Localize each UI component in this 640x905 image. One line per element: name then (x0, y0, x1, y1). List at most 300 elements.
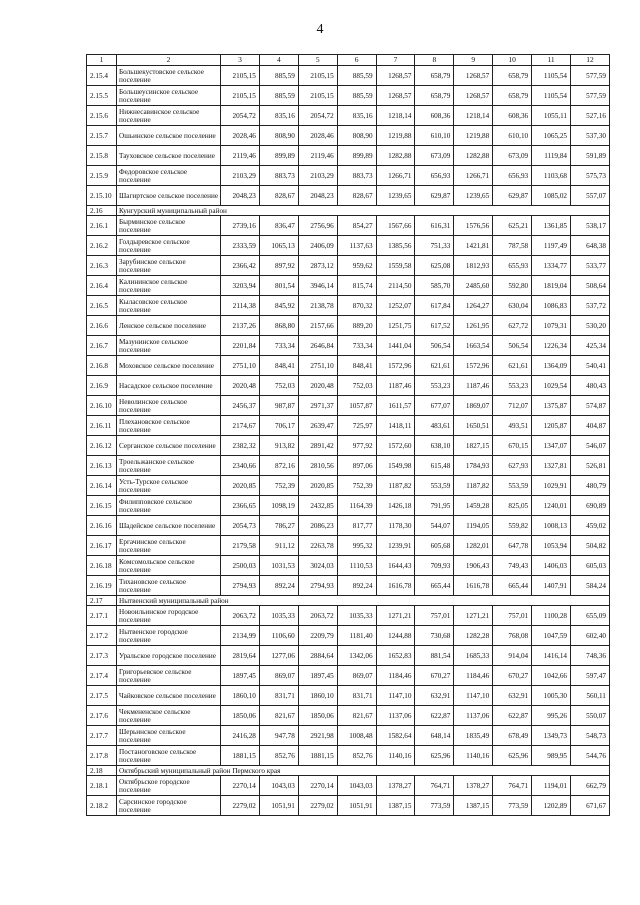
table-row (87, 316, 610, 336)
value-cell: 1827,15 (454, 436, 493, 456)
value-cell: 1140,16 (454, 746, 493, 766)
value-cell: 2114,50 (376, 276, 415, 296)
row-code: 2.15.7 (87, 126, 117, 146)
value-cell: 1572,60 (376, 436, 415, 456)
value-cell: 977,92 (337, 436, 376, 456)
value-cell: 1616,78 (454, 576, 493, 596)
value-cell: 2263,78 (298, 536, 337, 556)
value-cell: 622,87 (493, 706, 532, 726)
value-cell: 548,73 (571, 726, 610, 746)
value-cell: 425,34 (571, 336, 610, 356)
value-cell: 1378,27 (454, 776, 493, 796)
value-cell: 1375,87 (532, 396, 571, 416)
row-code: 2.17.7 (87, 726, 117, 746)
value-cell: 610,10 (493, 126, 532, 146)
value-cell: 1582,64 (376, 726, 415, 746)
value-cell: 504,82 (571, 536, 610, 556)
settlement-name: Чайковское сельское поселение (117, 686, 221, 706)
value-cell: 673,09 (415, 146, 454, 166)
column-header: 8 (415, 55, 454, 66)
value-cell: 2105,15 (298, 66, 337, 86)
value-cell: 550,07 (571, 706, 610, 726)
value-cell: 530,20 (571, 316, 610, 336)
value-cell: 3946,14 (298, 276, 337, 296)
value-cell: 995,26 (532, 706, 571, 726)
value-cell: 2751,10 (221, 356, 260, 376)
value-cell: 2340,66 (221, 456, 260, 476)
section-title: Кунгурский муниципальный район (117, 206, 610, 216)
value-cell: 627,93 (493, 456, 532, 476)
column-header: 7 (376, 55, 415, 66)
value-cell: 1005,30 (532, 686, 571, 706)
value-cell: 817,77 (337, 516, 376, 536)
table-row (87, 666, 610, 686)
value-cell: 527,16 (571, 106, 610, 126)
value-cell: 815,74 (337, 276, 376, 296)
value-cell: 845,92 (259, 296, 298, 316)
value-cell: 752,03 (259, 376, 298, 396)
value-cell: 869,07 (259, 666, 298, 686)
value-cell: 538,17 (571, 216, 610, 236)
value-cell: 1897,45 (221, 666, 260, 686)
value-cell: 791,95 (415, 496, 454, 516)
settlement-name: Шагиртское сельское поселение (117, 186, 221, 206)
settlement-name: Троельжанское сельское поселение (117, 456, 221, 476)
table-row (87, 126, 610, 146)
value-cell: 678,49 (493, 726, 532, 746)
settlement-name: Ергачинское сельское поселение (117, 536, 221, 556)
value-cell: 632,91 (493, 686, 532, 706)
value-cell: 1035,33 (259, 606, 298, 626)
value-cell: 627,72 (493, 316, 532, 336)
value-cell: 1164,39 (337, 496, 376, 516)
value-cell: 608,36 (493, 106, 532, 126)
value-cell: 1031,53 (259, 556, 298, 576)
value-cell: 2751,10 (298, 356, 337, 376)
value-cell: 787,58 (493, 236, 532, 256)
settlement-name: Ошьинское сельское поселение (117, 126, 221, 146)
value-cell: 1266,71 (454, 166, 493, 186)
table-row (87, 236, 610, 256)
value-cell: 540,41 (571, 356, 610, 376)
value-cell: 897,92 (259, 256, 298, 276)
value-cell: 808,90 (259, 126, 298, 146)
value-cell: 1187,46 (376, 376, 415, 396)
value-cell: 899,89 (259, 146, 298, 166)
value-cell: 1897,45 (298, 666, 337, 686)
value-cell: 885,59 (337, 86, 376, 106)
value-cell: 725,97 (337, 416, 376, 436)
column-header: 10 (493, 55, 532, 66)
settlement-name: Кыласовское сельское поселение (117, 296, 221, 316)
value-cell: 1835,49 (454, 726, 493, 746)
column-header: 11 (532, 55, 571, 66)
value-cell: 911,12 (259, 536, 298, 556)
value-cell: 544,76 (571, 746, 610, 766)
value-cell: 1881,15 (221, 746, 260, 766)
value-cell: 2086,23 (298, 516, 337, 536)
table-row (87, 476, 610, 496)
row-code: 2.16.2 (87, 236, 117, 256)
value-cell: 546,07 (571, 436, 610, 456)
value-cell: 483,61 (415, 416, 454, 436)
value-cell: 1086,83 (532, 296, 571, 316)
row-code: 2.16.9 (87, 376, 117, 396)
value-cell: 1881,15 (298, 746, 337, 766)
value-cell: 557,07 (571, 186, 610, 206)
value-cell: 914,04 (493, 646, 532, 666)
value-cell: 1035,33 (337, 606, 376, 626)
value-cell: 1029,91 (532, 476, 571, 496)
value-cell: 617,84 (415, 296, 454, 316)
value-cell: 947,78 (259, 726, 298, 746)
value-cell: 647,78 (493, 536, 532, 556)
value-cell: 1850,06 (221, 706, 260, 726)
value-cell: 1264,27 (454, 296, 493, 316)
value-cell: 2105,15 (221, 66, 260, 86)
value-cell: 1147,10 (454, 686, 493, 706)
value-cell: 854,27 (337, 216, 376, 236)
value-cell: 553,23 (415, 376, 454, 396)
value-cell: 1459,28 (454, 496, 493, 516)
value-cell: 712,07 (493, 396, 532, 416)
settlement-name: Нытвенское городское поселение (117, 626, 221, 646)
value-cell: 752,39 (259, 476, 298, 496)
settlement-name: Тихановское сельское поселение (117, 576, 221, 596)
value-cell: 764,71 (415, 776, 454, 796)
value-cell: 2063,72 (221, 606, 260, 626)
value-cell: 1119,84 (532, 146, 571, 166)
value-cell: 1106,60 (259, 626, 298, 646)
value-cell: 2739,16 (221, 216, 260, 236)
row-code: 2.17.4 (87, 666, 117, 686)
table-row (87, 706, 610, 726)
value-cell: 959,62 (337, 256, 376, 276)
row-code: 2.15.5 (87, 86, 117, 106)
value-cell: 733,34 (337, 336, 376, 356)
value-cell: 1065,25 (532, 126, 571, 146)
value-cell: 2157,66 (298, 316, 337, 336)
value-cell: 480,43 (571, 376, 610, 396)
value-cell: 1105,54 (532, 66, 571, 86)
table-row (87, 106, 610, 126)
value-cell: 655,93 (493, 256, 532, 276)
value-cell: 2138,78 (298, 296, 337, 316)
row-code: 2.16.19 (87, 576, 117, 596)
value-cell: 1178,30 (376, 516, 415, 536)
settlement-name: Мазунинское сельское поселение (117, 336, 221, 356)
value-cell: 2119,46 (221, 146, 260, 166)
table-row (87, 796, 610, 816)
table-row (87, 496, 610, 516)
value-cell: 1047,59 (532, 626, 571, 646)
value-cell: 885,59 (259, 66, 298, 86)
value-cell: 2432,85 (298, 496, 337, 516)
settlement-name: Ленское сельское поселение (117, 316, 221, 336)
column-header: 9 (454, 55, 493, 66)
value-cell: 757,01 (493, 606, 532, 626)
settlement-name: Октябрьское городское поселение (117, 776, 221, 796)
value-cell: 852,76 (337, 746, 376, 766)
page-number: 4 (316, 22, 324, 37)
value-cell: 836,47 (259, 216, 298, 236)
value-cell: 1819,04 (532, 276, 571, 296)
value-cell: 658,79 (415, 66, 454, 86)
row-code: 2.17.2 (87, 626, 117, 646)
value-cell: 1187,82 (454, 476, 493, 496)
section-row (87, 766, 610, 776)
value-cell: 2500,03 (221, 556, 260, 576)
value-cell: 2406,09 (298, 236, 337, 256)
section-row (87, 206, 610, 216)
table-row (87, 276, 610, 296)
value-cell: 662,79 (571, 776, 610, 796)
row-code: 2.17.5 (87, 686, 117, 706)
value-cell: 1008,48 (337, 726, 376, 746)
value-cell: 852,76 (259, 746, 298, 766)
column-header: 4 (259, 55, 298, 66)
row-code: 2.16.12 (87, 436, 117, 456)
table-row (87, 436, 610, 456)
value-cell: 1079,31 (532, 316, 571, 336)
settlement-name: Зарубинское сельское поселение (117, 256, 221, 276)
settlement-name: Постаноговское сельское поселение (117, 746, 221, 766)
value-cell: 1181,40 (337, 626, 376, 646)
value-cell: 560,11 (571, 686, 610, 706)
value-cell: 615,48 (415, 456, 454, 476)
value-cell: 577,59 (571, 86, 610, 106)
value-cell: 786,27 (259, 516, 298, 536)
value-cell: 831,71 (337, 686, 376, 706)
row-code: 2.16.16 (87, 516, 117, 536)
value-cell: 889,20 (337, 316, 376, 336)
value-cell: 1219,88 (376, 126, 415, 146)
value-cell: 1652,83 (376, 646, 415, 666)
value-cell: 621,61 (415, 356, 454, 376)
value-cell: 665,44 (493, 576, 532, 596)
value-cell: 1663,54 (454, 336, 493, 356)
value-cell: 1426,18 (376, 496, 415, 516)
table-row (87, 686, 610, 706)
value-cell: 897,06 (337, 456, 376, 476)
value-cell: 1860,10 (298, 686, 337, 706)
value-cell: 2114,38 (221, 296, 260, 316)
value-cell: 2174,67 (221, 416, 260, 436)
settlement-name: Чекмененское сельское поселение (117, 706, 221, 726)
value-cell: 883,73 (337, 166, 376, 186)
value-cell: 808,90 (337, 126, 376, 146)
table-row (87, 516, 610, 536)
value-cell: 1043,03 (337, 776, 376, 796)
value-cell: 459,02 (571, 516, 610, 536)
value-cell: 1685,33 (454, 646, 493, 666)
value-cell: 1137,06 (454, 706, 493, 726)
value-cell: 848,41 (337, 356, 376, 376)
value-cell: 1407,91 (532, 576, 571, 596)
section-code: 2.17 (87, 596, 117, 606)
value-cell: 658,79 (415, 86, 454, 106)
value-cell: 1197,49 (532, 236, 571, 256)
value-cell: 1327,81 (532, 456, 571, 476)
value-cell: 1042,66 (532, 666, 571, 686)
value-cell: 2279,02 (298, 796, 337, 816)
value-cell: 1421,81 (454, 236, 493, 256)
value-cell: 869,07 (337, 666, 376, 686)
settlement-name: Калининское сельское поселение (117, 276, 221, 296)
value-cell: 2270,14 (298, 776, 337, 796)
value-cell: 656,93 (415, 166, 454, 186)
value-cell: 1187,82 (376, 476, 415, 496)
value-cell: 1043,03 (259, 776, 298, 796)
value-cell: 2366,42 (221, 256, 260, 276)
row-code: 2.18.2 (87, 796, 117, 816)
section-code: 2.16 (87, 206, 117, 216)
row-code: 2.16.18 (87, 556, 117, 576)
value-cell: 733,34 (259, 336, 298, 356)
table-row (87, 296, 610, 316)
value-cell: 831,71 (259, 686, 298, 706)
value-cell: 2103,29 (298, 166, 337, 186)
value-cell: 544,07 (415, 516, 454, 536)
value-cell: 1055,11 (532, 106, 571, 126)
value-cell: 1251,75 (376, 316, 415, 336)
value-cell: 2270,14 (221, 776, 260, 796)
value-cell: 670,27 (415, 666, 454, 686)
value-cell: 1282,88 (376, 146, 415, 166)
value-cell: 575,73 (571, 166, 610, 186)
value-cell: 1184,46 (454, 666, 493, 686)
value-cell: 2794,93 (298, 576, 337, 596)
table-row (87, 536, 610, 556)
value-cell: 1549,98 (376, 456, 415, 476)
value-cell: 480,79 (571, 476, 610, 496)
value-cell: 1441,04 (376, 336, 415, 356)
section-title: Октябрьский муниципальный район Пермского края (117, 766, 610, 776)
value-cell: 2063,72 (298, 606, 337, 626)
value-cell: 828,67 (259, 186, 298, 206)
value-cell: 677,07 (415, 396, 454, 416)
value-cell: 553,23 (493, 376, 532, 396)
table-row (87, 396, 610, 416)
row-code: 2.16.8 (87, 356, 117, 376)
value-cell: 591,89 (571, 146, 610, 166)
settlement-name: Плехановское сельское поселение (117, 416, 221, 436)
value-cell: 773,59 (415, 796, 454, 816)
value-cell: 1110,53 (337, 556, 376, 576)
row-code: 2.16.11 (87, 416, 117, 436)
value-cell: 1271,21 (454, 606, 493, 626)
value-cell: 1567,66 (376, 216, 415, 236)
value-cell: 629,87 (493, 186, 532, 206)
value-cell: 2103,29 (221, 166, 260, 186)
value-cell: 2028,46 (298, 126, 337, 146)
value-cell: 2382,32 (221, 436, 260, 456)
table-row (87, 356, 610, 376)
table-row (87, 86, 610, 106)
value-cell: 1650,51 (454, 416, 493, 436)
value-cell: 526,81 (571, 456, 610, 476)
value-cell: 2810,56 (298, 456, 337, 476)
row-code: 2.15.6 (87, 106, 117, 126)
value-cell: 1105,54 (532, 86, 571, 106)
column-header: 6 (337, 55, 376, 66)
value-cell: 1349,73 (532, 726, 571, 746)
value-cell: 709,93 (415, 556, 454, 576)
value-cell: 2028,46 (221, 126, 260, 146)
value-cell: 1611,57 (376, 396, 415, 416)
value-cell: 2137,26 (221, 316, 260, 336)
value-cell: 1098,19 (259, 496, 298, 516)
column-header: 5 (298, 55, 337, 66)
row-code: 2.17.8 (87, 746, 117, 766)
value-cell: 553,59 (493, 476, 532, 496)
value-cell: 1239,91 (376, 536, 415, 556)
value-cell: 630,04 (493, 296, 532, 316)
value-cell: 1194,05 (454, 516, 493, 536)
value-cell: 617,52 (415, 316, 454, 336)
value-cell: 1268,57 (454, 86, 493, 106)
table-row (87, 256, 610, 276)
value-cell: 1137,63 (337, 236, 376, 256)
table-row (87, 166, 610, 186)
row-code: 2.15.4 (87, 66, 117, 86)
value-cell: 1057,87 (337, 396, 376, 416)
value-cell: 665,44 (415, 576, 454, 596)
value-cell: 835,16 (337, 106, 376, 126)
settlement-name: Моховское сельское поселение (117, 356, 221, 376)
value-cell: 559,82 (493, 516, 532, 536)
value-cell: 553,59 (415, 476, 454, 496)
value-cell: 1218,14 (454, 106, 493, 126)
value-cell: 883,73 (259, 166, 298, 186)
value-cell: 585,70 (415, 276, 454, 296)
value-cell: 870,32 (337, 296, 376, 316)
value-cell: 751,33 (415, 236, 454, 256)
value-cell: 2819,64 (221, 646, 260, 666)
value-cell: 2179,58 (221, 536, 260, 556)
value-cell: 899,89 (337, 146, 376, 166)
value-cell: 493,51 (493, 416, 532, 436)
value-cell: 506,54 (415, 336, 454, 356)
value-cell: 592,80 (493, 276, 532, 296)
value-cell: 1100,28 (532, 606, 571, 626)
row-code: 2.16.7 (87, 336, 117, 356)
value-cell: 1342,06 (337, 646, 376, 666)
value-cell: 584,24 (571, 576, 610, 596)
table-row (87, 336, 610, 356)
settlement-name: Насадское сельское поселение (117, 376, 221, 396)
value-cell: 881,54 (415, 646, 454, 666)
value-cell: 2366,65 (221, 496, 260, 516)
value-cell: 670,15 (493, 436, 532, 456)
value-cell: 1282,01 (454, 536, 493, 556)
value-cell: 622,87 (415, 706, 454, 726)
value-cell: 605,03 (571, 556, 610, 576)
value-cell: 892,24 (259, 576, 298, 596)
section-code: 2.18 (87, 766, 117, 776)
value-cell: 1416,14 (532, 646, 571, 666)
value-cell: 648,14 (415, 726, 454, 746)
value-cell: 748,36 (571, 646, 610, 666)
value-cell: 1261,95 (454, 316, 493, 336)
value-cell: 1378,27 (376, 776, 415, 796)
value-cell: 1226,34 (532, 336, 571, 356)
value-cell: 1137,06 (376, 706, 415, 726)
value-cell: 1268,57 (376, 86, 415, 106)
row-code: 2.15.8 (87, 146, 117, 166)
value-cell: 1406,03 (532, 556, 571, 576)
settlement-name: Голдыревское сельское поселение (117, 236, 221, 256)
